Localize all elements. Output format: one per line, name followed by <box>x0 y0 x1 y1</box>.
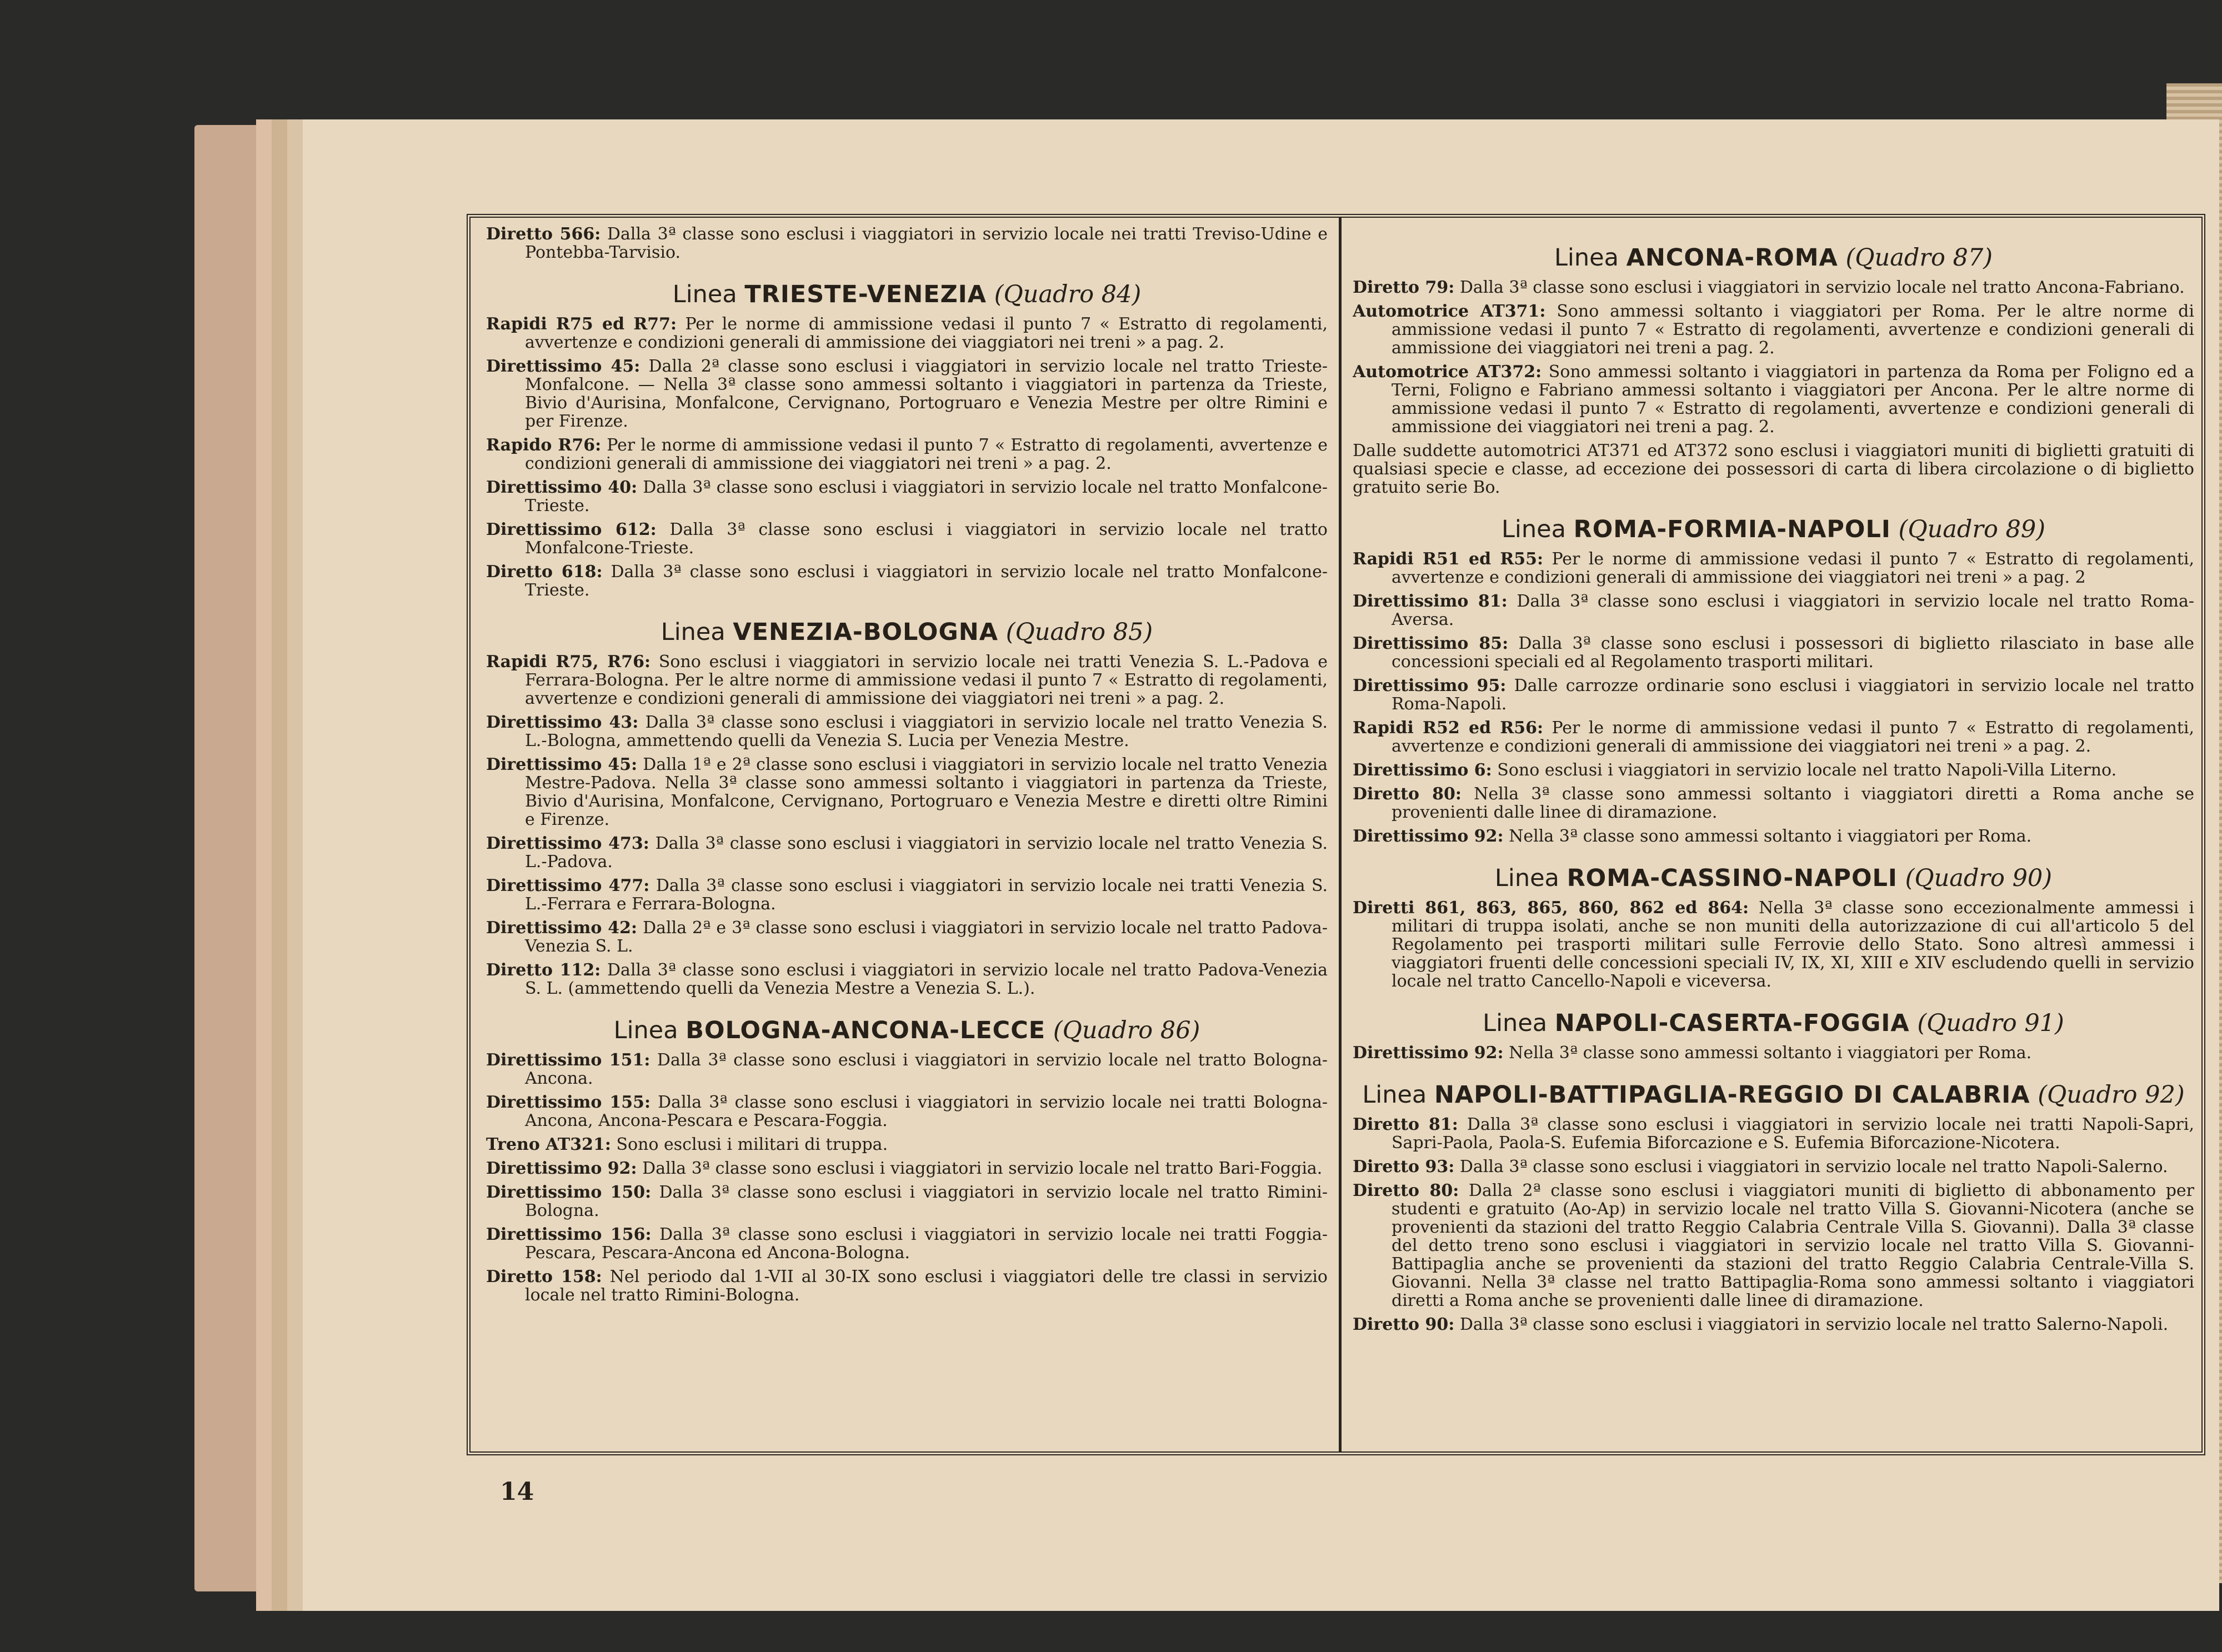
train-entry <box>1353 1315 2194 1334</box>
train-label: Diretto 618: <box>486 562 603 582</box>
line-prefix: Linea <box>1494 864 1559 892</box>
line-heading <box>486 617 1328 647</box>
train-rule-text: Per le norme di ammissione vedasi il punto 7 « Estratto di regolamenti, avvertenze e condizioni generali di ammissione dei viaggiatori nei treni » a pag. 2. <box>525 314 1328 352</box>
train-entry <box>486 1093 1328 1130</box>
train-entry <box>486 1135 1328 1154</box>
train-rule-text: Sono esclusi i viaggiatori in servizio locale nel tratto Napoli-Villa Literno. <box>1497 760 2117 780</box>
line-heading <box>1353 1080 2194 1110</box>
train-label: Direttissimo 42: <box>486 918 638 938</box>
train-entry <box>1353 1044 2194 1062</box>
quadro-ref: (Quadro 87) <box>1845 244 1993 272</box>
line-heading <box>1353 514 2194 544</box>
train-rule-text: Nel periodo dal 1-VII al 30-IX sono esclusi i viaggiatori delle tre classi in servizio locale nel tratto Rimini-Bologna. <box>525 1267 1328 1305</box>
train-label: Direttissimo 40: <box>486 478 638 497</box>
train-entry <box>1353 827 2194 845</box>
train-rule-text: Dalla 3ª classe sono esclusi i viaggiatori in servizio locale nel tratto Monfalcone-Trieste. <box>525 478 1328 515</box>
train-rule-text: Dalle carrozze ordinarie sono esclusi i viaggiatori in servizio locale nel tratto Roma-Napoli. <box>1392 676 2194 714</box>
train-entry <box>486 834 1328 871</box>
quadro-ref: (Quadro 84) <box>994 281 1142 308</box>
train-entry <box>486 1159 1328 1178</box>
train-rule-text: Dalla 3ª classe sono esclusi i viaggiatori in servizio locale nei tratti Treviso-Udine e Pontebba-Tarvisio. <box>525 225 1328 262</box>
left-column <box>486 225 1328 1447</box>
train-label: Rapidi R75, R76: <box>486 652 651 672</box>
line-prefix: Linea <box>1554 244 1619 272</box>
train-rule-text: Dalla 2ª classe sono esclusi i viaggiatori in servizio locale nel tratto Trieste-Monfalcone. — Nella 3ª classe sono ammessi soltanto i viaggiatori in partenza da Trieste, Bivio d'Aurisina, Monfalcone, Cervignano, Portogruaro e Venezia Mestre per oltre Rimini e per Firenze. <box>525 357 1328 431</box>
quadro-ref: (Quadro 92) <box>2038 1081 2185 1109</box>
train-label: Direttissimo 81: <box>1353 592 1508 611</box>
train-label: Direttissimo 92: <box>486 1159 637 1178</box>
line-name: NAPOLI-BATTIPAGLIA-REGGIO DI CALABRIA <box>1434 1081 2030 1109</box>
train-entry <box>486 877 1328 913</box>
train-rule-text: Nella 3ª classe sono ammessi soltanto i viaggiatori per Roma. <box>1509 1043 2032 1063</box>
train-label: Diretto 566: <box>486 225 601 244</box>
train-entry <box>486 1051 1328 1088</box>
train-rule-text: Dalla 1ª e 2ª classe sono esclusi i viaggiatori in servizio locale nel tratto Venezia Mestre-Padova. Nella 3ª classe sono ammessi soltanto i viaggiatori in partenza da Trieste, Bivio d'Aurisina, Monfalcone, Cervignano, Portogruaro e Venezia Mestre e diretti oltre Rimini e Firenze. <box>525 755 1328 829</box>
train-label: Automotrice AT372: <box>1353 362 1542 382</box>
train-label: Rapido R76: <box>486 435 602 455</box>
line-heading <box>486 279 1328 309</box>
train-entry <box>1353 761 2194 779</box>
train-rule-text: Dalla 2ª classe sono esclusi i viaggiatori muniti di biglietto di abbonamento per studenti e gratuito (Ao-Ap) in servizio locale nel tratto Villa S. Giovanni-Nicotera (anche se provenienti da stazioni del tratto Reggio Calabria Centrale Villa S. Giovanni). Dalla 3ª classe del detto treno sono esclusi i viaggiatori in servizio locale nel tratto Villa S. Giovanni-Battipaglia anche se provenienti da stazioni del tratto Reggio Calabria Centrale-Villa S. Giovanni. Nella 3ª classe nel tratto Battipaglia-Roma sono ammessi soltanto i viaggiatori diretti a Roma anche se provenienti dalle linee di diramazione. <box>1392 1181 2194 1310</box>
line-prefix: Linea <box>1501 515 1566 543</box>
train-entry <box>486 755 1328 829</box>
train-entry <box>486 563 1328 599</box>
train-label: Diretto 80: <box>1353 784 1462 804</box>
train-label: Automotrice AT371: <box>1353 302 1546 321</box>
train-rule-text: Nella 3ª classe sono ammessi soltanto i viaggiatori diretti a Roma anche se provenienti dalle linee di diramazione. <box>1392 784 2194 822</box>
train-label: Diretto 93: <box>1353 1157 1455 1177</box>
train-rule-text: Nella 3ª classe sono ammessi soltanto i viaggiatori per Roma. <box>1509 827 2032 846</box>
train-entry <box>1353 363 2194 436</box>
page-number: 14 <box>500 1478 534 1506</box>
train-rule-text: Dalla 3ª classe sono esclusi i viaggiatori in servizio locale nel tratto Salerno-Napoli. <box>1459 1315 2169 1334</box>
train-entry <box>1353 785 2194 822</box>
train-label: Direttissimo 155: <box>486 1093 651 1112</box>
train-entry <box>1353 677 2194 713</box>
train-label: Direttissimo 43: <box>486 713 639 732</box>
train-rule-text: Per le norme di ammissione vedasi il punto 7 « Estratto di regolamenti, avvertenze e condizioni generali di ammissione dei viaggiatori nei treni » a pag. 2. <box>525 435 1328 473</box>
train-label: Direttissimo 477: <box>486 876 650 895</box>
train-rule-text: Dalla 3ª classe sono esclusi i viaggiatori in servizio locale nei tratti Bologna-Ancona, Ancona-Pescara e Pescara-Foggia. <box>525 1093 1328 1130</box>
train-rule-text: Dalla 3ª classe sono esclusi i viaggiatori in servizio locale nel tratto Roma-Aversa. <box>1392 592 2194 629</box>
train-entry <box>1353 278 2194 297</box>
line-name: BOLOGNA-ANCONA-LECCE <box>685 1017 1046 1044</box>
train-label: Diretti 861, 863, 865, 860, 862 ed 864: <box>1353 898 1749 918</box>
line-heading <box>486 1015 1328 1045</box>
train-label: Direttissimo 6: <box>1353 760 1492 780</box>
line-name: TRIESTE-VENEZIA <box>744 281 987 308</box>
train-entry <box>486 315 1328 352</box>
quadro-ref: (Quadro 91) <box>1917 1009 2064 1037</box>
train-entry <box>486 713 1328 750</box>
train-rule-text: Dalla 3ª classe sono esclusi i viaggiatori in servizio locale nei tratti Venezia S. L.-Ferrara e Ferrara-Bologna. <box>525 876 1328 914</box>
train-entry <box>1353 1182 2194 1310</box>
train-rule-text: Dalla 3ª classe sono esclusi i viaggiatori in servizio locale nei tratti Foggia-Pescara, Pescara-Ancona ed Ancona-Bologna. <box>525 1225 1328 1263</box>
train-entry <box>486 1268 1328 1304</box>
train-entry <box>486 961 1328 998</box>
train-entry <box>486 436 1328 473</box>
line-prefix: Linea <box>613 1017 678 1044</box>
line-name: ROMA-CASSINO-NAPOLI <box>1567 864 1898 892</box>
train-label: Direttissimo 92: <box>1353 827 1504 846</box>
train-label: Diretto 79: <box>1353 278 1455 297</box>
quadro-ref: (Quadro 89) <box>1898 515 2046 543</box>
train-rule-text: Per le norme di ammissione vedasi il punto 7 « Estratto di regolamenti, avvertenze e condizioni generali di ammissione dei viaggiatori nei treni » a pag. 2. <box>1392 718 2194 756</box>
train-label: Diretto 112: <box>486 960 601 980</box>
train-label: Direttissimo 95: <box>1353 676 1507 695</box>
train-label: Diretto 90: <box>1353 1315 1455 1334</box>
train-entry <box>486 1225 1328 1262</box>
train-label: Diretto 80: <box>1353 1181 1459 1200</box>
train-label: Direttissimo 92: <box>1353 1043 1504 1063</box>
column-divider <box>1339 218 1342 1452</box>
line-heading <box>1353 863 2194 893</box>
train-rule-text: Dalle suddette automotrici AT371 ed AT372 sono esclusi i viaggiatori muniti di biglietti gratuiti di qualsiasi specie e classe, ad eccezione dei possessori di carta di libera circolazione o di biglietto gratuito serie Bo. <box>1353 441 2194 497</box>
train-entry <box>1353 719 2194 755</box>
train-rule-text: Sono esclusi i militari di truppa. <box>616 1135 888 1154</box>
train-label: Direttissimo 156: <box>486 1225 652 1244</box>
train-label: Direttissimo 612: <box>486 520 657 539</box>
train-label: Rapidi R52 ed R56: <box>1353 718 1544 738</box>
train-entry <box>1353 1115 2194 1152</box>
train-rule-text: Sono esclusi i viaggiatori in servizio locale nei tratti Venezia S. L.-Padova e Ferrara-Bologna. Per le altre norme di ammissione vedasi il punto 7 « Estratto di regolamenti, avvertenze e condizioni generali di ammissione dei viaggiatori nei treni » a pag. 2. <box>525 652 1328 708</box>
train-rule-text: Dalla 3ª classe sono esclusi i viaggiatori in servizio locale nel tratto Bari-Foggia. <box>642 1159 1323 1178</box>
line-prefix: Linea <box>672 281 737 308</box>
train-entry <box>1353 550 2194 587</box>
line-prefix: Linea <box>1362 1081 1427 1109</box>
train-rule-text: Dalla 3ª classe sono esclusi i viaggiatori in servizio locale nel tratto Monfalcone-Trieste. <box>525 562 1328 600</box>
train-entry <box>486 520 1328 557</box>
train-entry <box>486 919 1328 955</box>
line-name: NAPOLI-CASERTA-FOGGIA <box>1554 1009 1910 1037</box>
train-rule-text: Dalla 3ª classe sono esclusi i viaggiatori in servizio locale nel tratto Ancona-Fabriano. <box>1459 278 2185 297</box>
train-rule-text: Nella 3ª classe sono eccezionalmente ammessi i militari di truppa isolati, anche se non muniti della autorizzazione di cui all'articolo 5 del Regolamento pei trasporti militari sulle Ferrovie dello Stato. Sono altresì ammessi i viaggiatori fruenti delle concessioni speciali IV, IX, XI, XIII e XIV escludendo quelli in servizio locale nel tratto Cancello-Napoli e viceversa. <box>1392 898 2194 991</box>
train-label: Direttissimo 45: <box>486 357 640 376</box>
train-rule-text: Dalla 3ª classe sono esclusi i viaggiatori in servizio locale nel tratto Padova-Venezia S. L. (ammettendo quelli da Venezia Mestre a Venezia S. L.). <box>525 960 1328 998</box>
train-rule-text: Dalla 3ª classe sono esclusi i viaggiatori in servizio locale nei tratti Napoli-Sapri, Sapri-Paola, Paola-S. Eufemia Biforcazione e S. Eufemia Biforcazione-Nicotera. <box>1392 1115 2194 1153</box>
line-name: VENEZIA-BOLOGNA <box>733 618 999 646</box>
train-rule-text: Dalla 3ª classe sono esclusi i viaggiatori in servizio locale nel tratto Bologna-Ancona. <box>525 1050 1328 1088</box>
line-prefix: Linea <box>1483 1009 1548 1037</box>
train-label: Treno AT321: <box>486 1135 611 1154</box>
train-label: Direttissimo 45: <box>486 755 638 774</box>
train-rule-text: Dalla 3ª classe sono esclusi i viaggiatori in servizio locale nel tratto Venezia S. L.-Bologna, ammettendo quelli da Venezia S. Lucia per Venezia Mestre. <box>525 713 1328 750</box>
train-label: Rapidi R75 ed R77: <box>486 314 677 334</box>
line-name: ROMA-FORMIA-NAPOLI <box>1573 515 1891 543</box>
train-entry <box>1353 1158 2194 1176</box>
train-label: Diretto 158: <box>486 1267 602 1286</box>
right-column <box>1353 225 2194 1447</box>
quadro-ref: (Quadro 86) <box>1053 1017 1200 1044</box>
line-name: ANCONA-ROMA <box>1626 244 1838 272</box>
train-rule-text: Per le norme di ammissione vedasi il punto 7 « Estratto di regolamenti, avvertenze e condizioni generali di ammissione dei viaggiatori nei treni » a pag. 2 <box>1392 549 2194 587</box>
quadro-ref: (Quadro 85) <box>1005 618 1153 646</box>
train-rule-text: Dalla 2ª e 3ª classe sono esclusi i viaggiatori in servizio locale nel tratto Padova-Venezia S. L. <box>525 918 1328 956</box>
quadro-ref: (Quadro 90) <box>1905 864 2053 892</box>
line-prefix: Linea <box>660 618 725 646</box>
train-entry <box>486 357 1328 430</box>
line-heading <box>1353 243 2194 273</box>
line-heading <box>1353 1008 2194 1038</box>
train-entry <box>1353 442 2194 497</box>
train-entry <box>1353 634 2194 671</box>
train-entry <box>486 225 1328 262</box>
train-entry <box>1353 592 2194 629</box>
train-rule-text: Sono ammessi soltanto i viaggiatori in partenza da Roma per Foligno ed a Terni, Foligno e Fabriano ammessi soltanto i viaggiatori per Ancona. Per le altre norme di ammissione vedasi il punto 7 « Estratto di regolamenti, avvertenze e condizioni generali di ammissione dei viaggiatori nei treni a pag. 2. <box>1392 362 2194 437</box>
train-rule-text: Dalla 3ª classe sono esclusi i viaggiatori in servizio locale nel tratto Napoli-Salerno. <box>1459 1157 2168 1177</box>
train-label: Direttissimo 150: <box>486 1183 652 1202</box>
train-label: Rapidi R51 ed R55: <box>1353 549 1544 569</box>
train-rule-text: Dalla 3ª classe sono esclusi i viaggiatori in servizio locale nel tratto Rimini-Bologna. <box>525 1183 1328 1220</box>
train-entry <box>1353 302 2194 357</box>
train-entry <box>486 478 1328 515</box>
train-rule-text: Sono ammessi soltanto i viaggiatori per Roma. Per le altre norme di ammissione vedasi il punto 7 « Estratto di regolamenti, avvertenze e condizioni generali di ammissione dei viaggiatori nei treni a pag. 2. <box>1392 302 2194 358</box>
train-entry <box>486 1183 1328 1220</box>
train-label: Direttissimo 85: <box>1353 634 1509 653</box>
train-entry <box>486 653 1328 708</box>
train-label: Direttissimo 473: <box>486 834 649 853</box>
train-rule-text: Dalla 3ª classe sono esclusi i viaggiatori in servizio locale nel tratto Venezia S. L.-Padova. <box>525 834 1328 872</box>
train-rule-text: Dalla 3ª classe sono esclusi i viaggiatori in servizio locale nel tratto Monfalcone-Trieste. <box>525 520 1328 558</box>
train-rule-text: Dalla 3ª classe sono esclusi i possessori di biglietto rilasciato in base alle concessioni speciali ed al Regolamento trasporti militari. <box>1392 634 2194 672</box>
train-label: Diretto 81: <box>1353 1115 1458 1134</box>
train-label: Direttissimo 151: <box>486 1050 650 1070</box>
train-entry <box>1353 899 2194 990</box>
